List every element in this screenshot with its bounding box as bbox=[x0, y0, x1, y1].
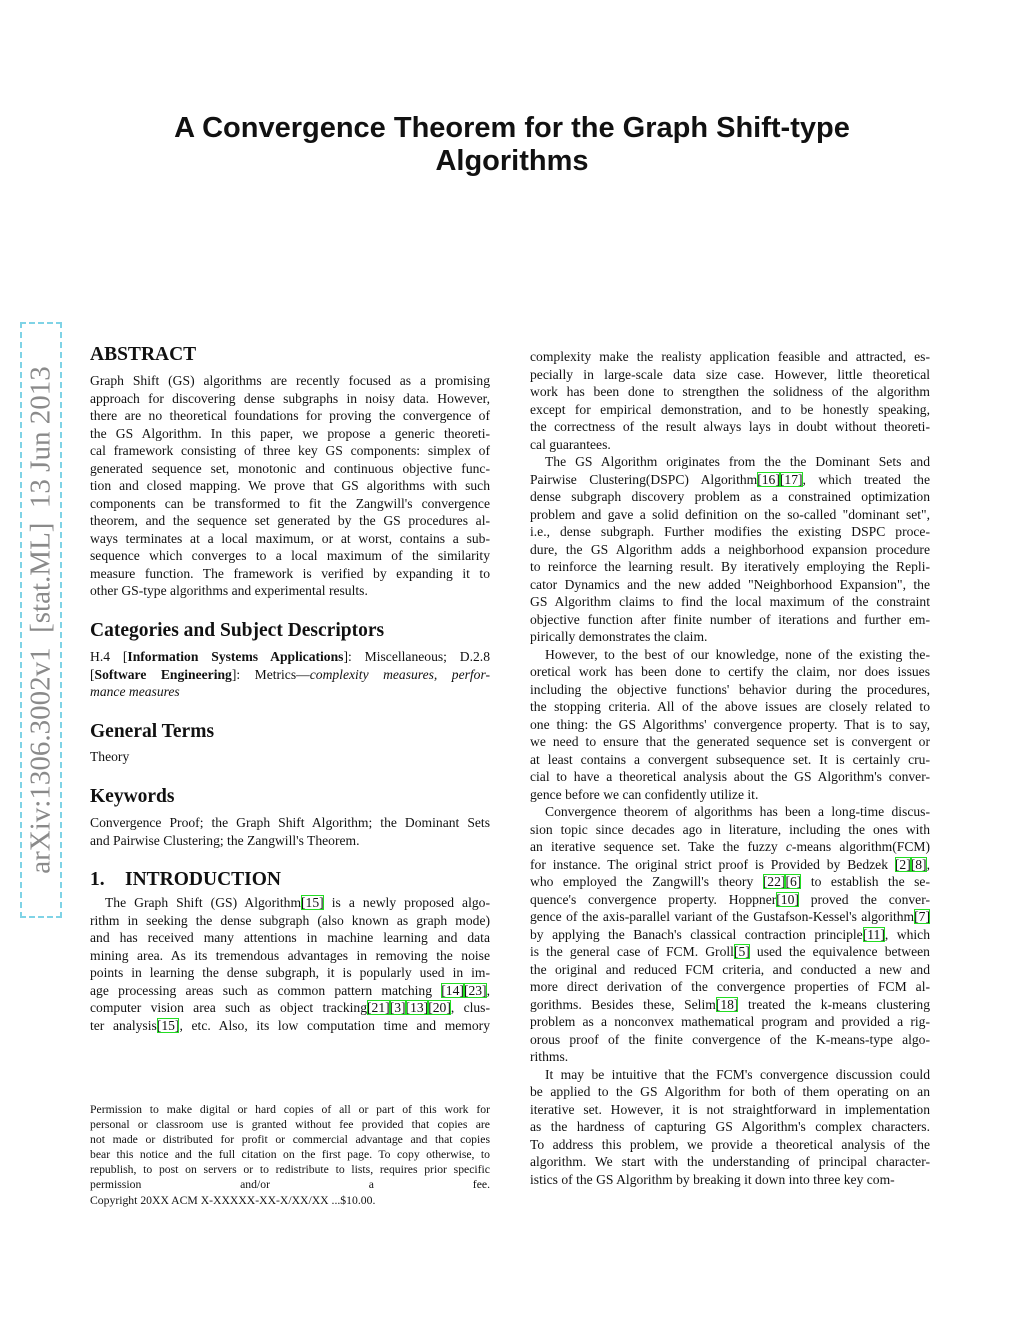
text-line bbox=[530, 838, 930, 856]
text-line: including the objective functions' behavior during the procedures, bbox=[530, 681, 930, 697]
text-line: permission and/or a fee. bbox=[90, 1178, 490, 1192]
text-line: the original and reduced FCM criteria, and conducted a new and bbox=[530, 961, 930, 977]
text-line: tion and closed mapping. We prove that GS algorithms with such bbox=[90, 478, 490, 493]
citation-link[interactable]: [5] bbox=[733, 944, 750, 959]
italic-text: mance measures bbox=[90, 684, 180, 699]
categories-heading: Categories and Subject Descriptors bbox=[90, 620, 385, 641]
abstract-heading: ABSTRACT bbox=[90, 344, 197, 365]
right-column-text bbox=[530, 348, 930, 1188]
introduction-paragraph bbox=[90, 894, 490, 1034]
text-line: i.e., dense subgraph. Further modifies the existing DSPC proce- bbox=[530, 524, 930, 539]
italic-text: complexity measures, perfor- bbox=[309, 666, 491, 682]
citation-link[interactable]: [11] bbox=[862, 926, 885, 942]
text-line: theorem, and the sequence set generated by the GS procedures al- bbox=[90, 513, 490, 528]
text-line: problem and gave a solid definition on the so-called "dominant set", bbox=[530, 506, 930, 522]
text-line: It may be intuitive that the FCM's convergence discussion could bbox=[545, 1066, 930, 1082]
text-line: cal guarantees. bbox=[530, 436, 611, 452]
text-run: , etc. Also, its low computation time and memory bbox=[179, 1017, 491, 1033]
text-line bbox=[530, 891, 930, 909]
text-line: problem as a nonconvex mathematical program and provided a rig- bbox=[530, 1014, 930, 1029]
text-run: ]: Miscellaneous; D.2.8 bbox=[343, 649, 490, 664]
text-line: not made or distributed for profit or commercial advantage and that copies bbox=[90, 1133, 490, 1147]
text-line: and has received many attentions in machine learning and data bbox=[90, 930, 490, 945]
text-run: The Graph Shift (GS) Algorithm bbox=[105, 895, 302, 910]
text-line: Convergence Proof; the Graph Shift Algorithm; the Dominant Sets bbox=[90, 815, 490, 830]
text-line: dure, the GS Algorithm adds a neighborhood expansion procedure bbox=[530, 541, 930, 557]
text-run: ]: Metrics— bbox=[231, 666, 310, 682]
citation-link[interactable]: [22] bbox=[762, 874, 786, 889]
text-line: the stopping criteria. All of the above issues are closely related to bbox=[530, 699, 930, 714]
text-line: measure function. The framework is verified by expanding it to bbox=[90, 565, 490, 581]
text-line bbox=[530, 856, 930, 874]
text-line: more direct derivation of the convergence properties of FCM al- bbox=[530, 979, 930, 994]
text-line: Copyright 20XX ACM X-XXXXX-XX-X/XX/XX ...$10.00. bbox=[90, 1193, 376, 1207]
text-line bbox=[90, 648, 490, 666]
text-line: republish, to post on servers or to redistribute to lists, requires prior specific bbox=[90, 1163, 490, 1177]
text-line bbox=[90, 982, 490, 1000]
text-line bbox=[530, 908, 930, 926]
title-line-2: Algorithms bbox=[435, 145, 589, 177]
body-paragraph bbox=[530, 646, 930, 804]
section-number: 1. bbox=[90, 869, 105, 890]
citation-link[interactable]: [23] bbox=[463, 982, 487, 998]
text-run: proved the conver- bbox=[798, 891, 930, 907]
text-line: the GS Algorithm. In this paper, we propose a generic theoreti- bbox=[90, 425, 490, 441]
text-line: bear this notice and the full citation on the first page. To copy otherwise, to bbox=[90, 1148, 490, 1162]
citation-link[interactable]: [3] bbox=[389, 1000, 406, 1015]
text-run: H.4 [ bbox=[90, 649, 128, 664]
text-line bbox=[90, 1017, 490, 1035]
body-paragraph bbox=[530, 348, 930, 453]
text-line: cial to have a theoretical analysis about the GS Algorithm's conver- bbox=[530, 769, 930, 784]
abstract-body bbox=[90, 372, 490, 600]
citation-link[interactable]: [13] bbox=[405, 1000, 429, 1015]
text-line bbox=[530, 996, 930, 1014]
text-line: GS Algorithm claims to find the local maximum of the constraint bbox=[530, 594, 930, 609]
right-column bbox=[530, 348, 930, 1188]
citation-link[interactable]: [6] bbox=[785, 874, 802, 889]
text-line: other GS-type algorithms and experimental results. bbox=[90, 583, 368, 598]
bold-text: Information Systems Applications bbox=[127, 649, 344, 664]
text-run: , which bbox=[884, 926, 930, 942]
text-run: is the general case of FCM. Groll bbox=[530, 944, 734, 959]
permission-footnote bbox=[90, 1102, 490, 1208]
citation-link[interactable]: [17] bbox=[779, 471, 803, 487]
citation-link[interactable]: [21] bbox=[367, 1000, 390, 1015]
text-line: we need to ensure that the generated sequence set is convergent or bbox=[530, 734, 930, 749]
citation-link[interactable]: [14] bbox=[441, 982, 464, 998]
text-run: , bbox=[926, 856, 930, 872]
text-line: one thing: the GS Algorithms' convergence property. That is to say, bbox=[530, 716, 930, 732]
text-run: for instance. The original strict proof is Provided by Bedzek bbox=[530, 856, 895, 872]
text-line: objective function after finite number of iterations and further em- bbox=[530, 611, 930, 627]
text-line: dense subgraph discovery problem as a constrained optimization bbox=[530, 489, 930, 504]
text-line: To address this problem, we provide a theoretical analysis of the bbox=[530, 1136, 930, 1152]
text-line: Convergence theorem of algorithms has been a long-time discus- bbox=[545, 804, 930, 819]
text-line: The GS Algorithm originates from the the Dominant Sets and bbox=[545, 454, 930, 469]
citation-link[interactable]: [15] bbox=[156, 1017, 180, 1033]
citation-link[interactable]: [20] bbox=[428, 1000, 451, 1015]
text-line: and Pairwise Clustering; the Zangwill's Theorem. bbox=[90, 832, 360, 848]
text-line: Permission to make digital or hard copies of all or part of this work for bbox=[90, 1103, 490, 1116]
text-line: iterative set. However, it is not straightforward in implementation bbox=[530, 1101, 930, 1117]
text-line bbox=[90, 999, 490, 1017]
text-line: rithm in seeking the dense subgraph (also known as graph mode) bbox=[90, 912, 490, 928]
text-run: ter analysis bbox=[90, 1017, 157, 1033]
general-terms-body bbox=[90, 748, 490, 766]
text-line: personal or classroom use is granted without fee provided that copies are bbox=[90, 1118, 490, 1132]
text-run: gorithms. Besides these, Selim bbox=[530, 996, 716, 1012]
text-line: Theory bbox=[90, 749, 130, 764]
text-line: mining area. As its tremendous advantages in removing the noise bbox=[90, 947, 490, 963]
text-line: approach for discovering dense subgraphs in noisy data. However, bbox=[90, 390, 490, 406]
citation-link[interactable]: [16] bbox=[757, 471, 780, 487]
introduction-heading bbox=[90, 868, 281, 892]
italic-text: c bbox=[785, 839, 792, 854]
title-line-1: A Convergence Theorem for the Graph Shift-type bbox=[174, 112, 850, 144]
text-run: is a newly proposed algo- bbox=[323, 895, 490, 910]
text-line bbox=[530, 943, 930, 961]
text-line: to reinforce the learning result. By iteratively employing the Repli- bbox=[530, 559, 930, 574]
text-line: points in learning the dense subgraph, it is popularly used in im- bbox=[90, 965, 490, 980]
section-title: INTRODUCTION bbox=[125, 869, 282, 890]
citation-link[interactable]: [7] bbox=[914, 909, 930, 924]
text-line: sion topic since decades ago in literature, including the ones with bbox=[530, 821, 930, 837]
text-line bbox=[90, 666, 490, 684]
text-run: [ bbox=[90, 666, 95, 682]
text-run: age processing areas such as common pattern matching bbox=[90, 982, 442, 998]
text-run: treated the k-means clustering bbox=[738, 996, 930, 1012]
text-line: there are no theoretical foundations for proving the convergence of bbox=[90, 408, 490, 423]
citation-link[interactable]: [18] bbox=[715, 996, 739, 1012]
text-run: used the equivalence between bbox=[749, 944, 930, 959]
text-run: computer vision area such as object tracking bbox=[90, 1000, 368, 1015]
text-line bbox=[530, 873, 930, 891]
text-run: , which treated the bbox=[802, 471, 930, 487]
citation-link[interactable]: [10] bbox=[776, 891, 799, 907]
text-line: istics of the GS Algorithm by breaking it down into three key com- bbox=[530, 1171, 895, 1187]
text-line: cal framework consisting of three key GS components: simplex of bbox=[90, 443, 490, 458]
general-terms-heading: General Terms bbox=[90, 721, 215, 742]
text-run: to establish the se- bbox=[801, 874, 930, 889]
text-run: by applying the Banach's classical contraction principle bbox=[530, 926, 863, 942]
text-run: an iterative sequence set. Take the fuzzy bbox=[530, 839, 786, 854]
text-line: pirically demonstrates the claim. bbox=[530, 629, 708, 644]
text-line: the correctness of the result always lays in doubt without theoreti- bbox=[530, 419, 930, 434]
body-paragraph bbox=[530, 453, 930, 646]
text-line: oretical work has been done to certify the claim, nor does issues bbox=[530, 664, 930, 679]
text-line: complexity make the realisty application feasible and attracted, es- bbox=[530, 349, 930, 364]
keywords-heading: Keywords bbox=[90, 786, 175, 807]
citation-link[interactable]: [8] bbox=[910, 856, 927, 872]
text-line: pecially in large-scale data size case. However, little theoretical bbox=[530, 366, 930, 382]
text-run: , clus- bbox=[450, 1000, 490, 1015]
citation-link[interactable]: [2] bbox=[894, 856, 911, 872]
text-line: ways terminates at a local maximum, or at worst, contains a sub- bbox=[90, 530, 490, 546]
text-run: who employed the Zangwill's theory bbox=[530, 874, 763, 889]
citation-link[interactable]: [15] bbox=[301, 895, 324, 910]
body-paragraph bbox=[530, 1066, 930, 1189]
paper-title bbox=[0, 112, 1024, 178]
body-paragraph bbox=[530, 803, 930, 1066]
text-line: Graph Shift (GS) algorithms are recently focused as a promising bbox=[90, 373, 490, 388]
text-run: -means algorithm(FCM) bbox=[791, 839, 931, 854]
text-line: as the hardness of capturing GS Algorithm's complex characters. bbox=[530, 1119, 930, 1134]
text-line: algorithm. We start with the understanding of principal character- bbox=[530, 1154, 930, 1169]
text-run: gence of the axis-parallel variant of the Gustafson-Kessel's algorithm bbox=[530, 909, 915, 924]
keywords-body bbox=[90, 814, 490, 849]
text-run: , bbox=[486, 982, 490, 998]
text-line: orous proof of the finite convergence of the K-means-type algo- bbox=[530, 1031, 930, 1047]
text-line bbox=[90, 894, 490, 912]
text-line bbox=[90, 683, 490, 701]
categories-body bbox=[90, 648, 490, 701]
text-line: components can be transformed to fit the Zangwill's convergence bbox=[90, 495, 490, 511]
text-line bbox=[530, 926, 930, 944]
text-line: generated sequence set, monotonic and continuous objective func- bbox=[90, 460, 490, 476]
text-line: rithms. bbox=[530, 1049, 569, 1064]
text-line: cator Dynamics and the new added "Neighborhood Expansion", the bbox=[530, 576, 930, 592]
text-line bbox=[530, 471, 930, 489]
text-line: gence before we can confidently utilize it. bbox=[530, 786, 759, 802]
text-line: except for empirical demonstration, and to be honestly speaking, bbox=[530, 401, 930, 417]
text-run: quence's convergence property. Hoppner bbox=[530, 891, 777, 907]
text-line: sequence which converges to a local maximum of the similarity bbox=[90, 548, 490, 563]
text-line: work has been done to strengthen the solidness of the algorithm bbox=[530, 384, 930, 399]
arxiv-stamp[interactable]: arXiv:1306.3002v1 [stat.ML] 13 Jun 2013 bbox=[24, 366, 57, 874]
text-line: at least contains a convergent subsequence set. It is certainly cru- bbox=[530, 751, 930, 767]
text-line: be applied to the GS Algorithm for both of them operating on an bbox=[530, 1084, 930, 1099]
bold-text: Software Engineering bbox=[94, 666, 232, 682]
text-line: However, to the best of our knowledge, none of the existing the- bbox=[545, 646, 930, 662]
text-run: Pairwise Clustering(DSPC) Algorithm bbox=[530, 471, 758, 487]
